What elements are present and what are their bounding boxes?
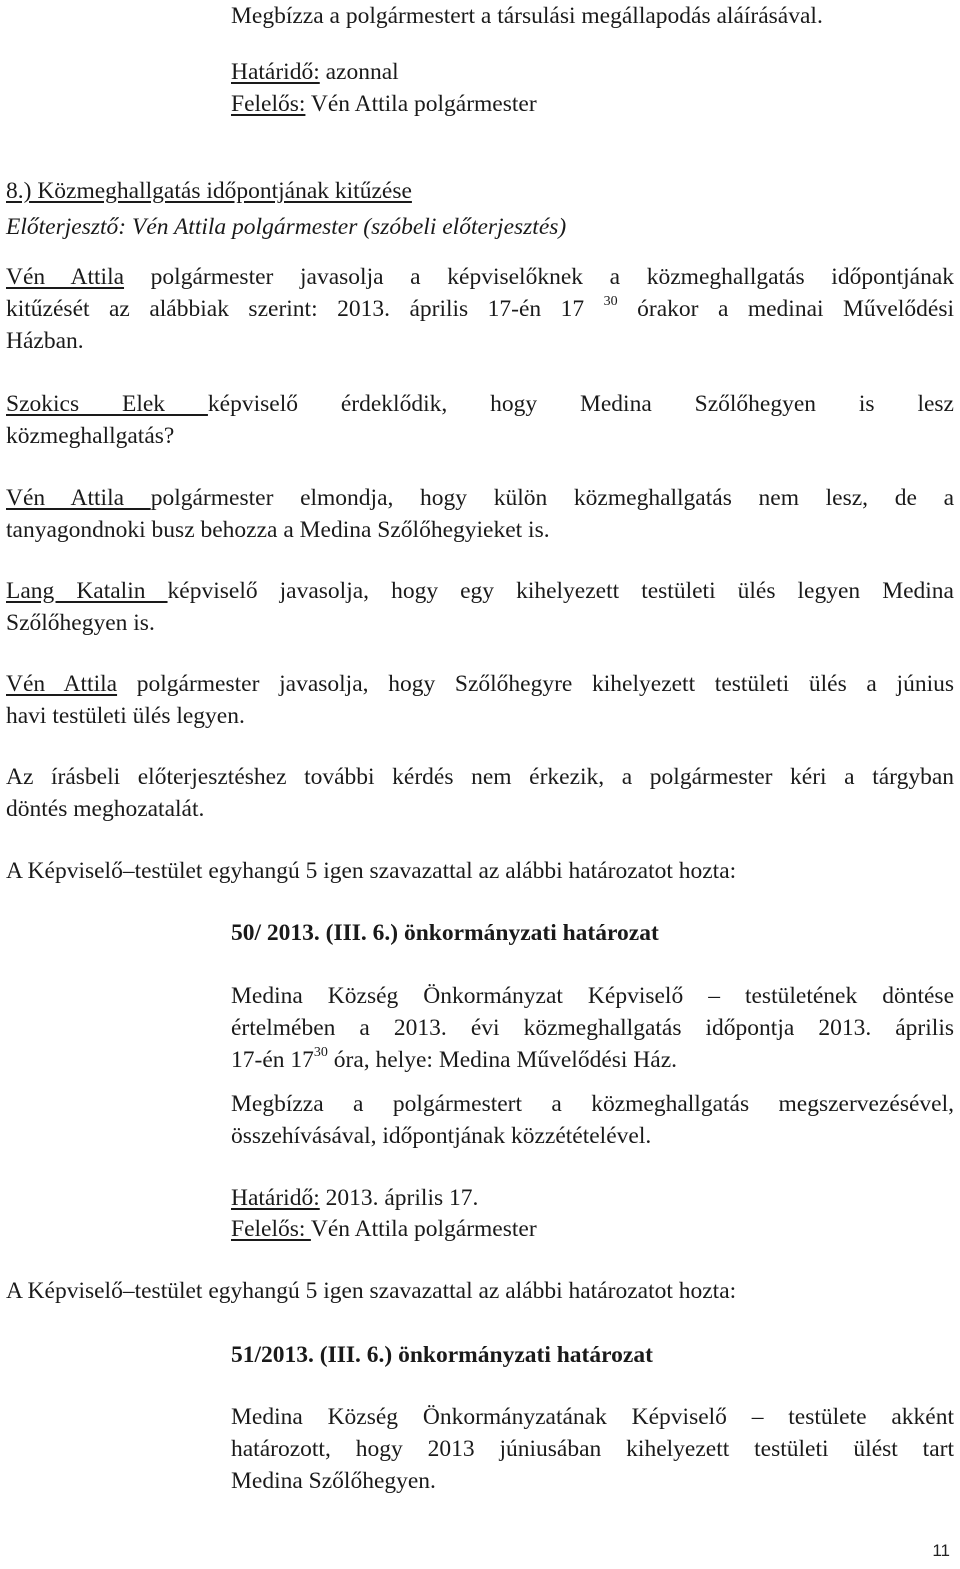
- text-line: havi testületi ülés legyen.: [6, 703, 245, 729]
- vote-line: A Képviselő–testület egyhangú 5 igen szavazattal az alábbi határozatot hozta:: [6, 1278, 737, 1304]
- text-line: határozott, hogy 2013 júniusában kihelyezett testületi ülést tart: [231, 1436, 954, 1462]
- responsible-line: Felelős: Vén Attila polgármester: [231, 91, 537, 117]
- text-line: Lang Katalin képviselő javasolja, hogy egy kihelyezett testületi ülés legyen Medina: [6, 578, 954, 604]
- text-line: Vén Attila polgármester javasolja a képviselőknek a közmeghallgatás időpontjának: [6, 264, 954, 290]
- text-line: Szőlőhegyen is.: [6, 610, 155, 636]
- page-number: 11: [932, 1541, 950, 1560]
- text-line: Medina Község Önkormányzat Képviselő – testületének döntése: [231, 983, 954, 1009]
- responsible-line: Felelős: Vén Attila polgármester: [231, 1216, 537, 1242]
- vote-line: A Képviselő–testület egyhangú 5 igen szavazattal az alábbi határozatot hozta:: [6, 858, 737, 884]
- text-line: Vén Attila polgármester elmondja, hogy külön közmeghallgatás nem lesz, de a: [6, 485, 955, 511]
- text-line: Medina Község Önkormányzatának Képviselő – testülete akként: [231, 1404, 954, 1430]
- section-heading: 8.) Közmeghallgatás időpontjának kitűzése: [6, 178, 412, 204]
- text-line: értelmében a 2013. évi közmeghallgatás időpontja 2013. április: [231, 1015, 954, 1041]
- text-line: 17-én $17^{30}$ óra, helye: Medina Művelődési Ház.: [231, 1045, 678, 1073]
- text-line: összehívásával, időpontjának közzétételével.: [231, 1123, 652, 1149]
- text-line: kitűzését az alábbiak szerint: 2013. április 17-én 17 $^{30}$ órakor a medinai Művelődési: [6, 294, 954, 322]
- text-line: Szokics Elek képviselő érdeklődik, hogy Medina Szőlőhegyen is lesz: [6, 391, 954, 417]
- resolution-title: 50/ 2013. (III. 6.) önkormányzati határozat: [231, 920, 659, 946]
- text-line: Megbízza a polgármestert a közmeghallgatás megszervezésével,: [231, 1091, 954, 1117]
- deadline-line: Határidő: azonnal: [231, 59, 399, 85]
- text-line: Házban.: [6, 328, 84, 354]
- text-line: Az írásbeli előterjesztéshez további kérdés nem érkezik, a polgármester kéri a tárgyban: [6, 764, 954, 790]
- presenter-line: Előterjesztő: Vén Attila polgármester (szóbeli előterjesztés): [6, 214, 567, 240]
- text-line: Megbízza a polgármestert a társulási megállapodás aláírásával.: [231, 3, 823, 29]
- deadline-line: Határidő: 2013. április 17.: [231, 1185, 479, 1211]
- text-line: tanyagondnoki busz behozza a Medina Szőlőhegyieket is.: [6, 517, 550, 543]
- text-line: Medina Szőlőhegyen.: [231, 1468, 436, 1494]
- text-line: közmeghallgatás?: [6, 423, 175, 449]
- text-line: Vén Attila polgármester javasolja, hogy Szőlőhegyre kihelyezett testületi ülés a június: [6, 671, 954, 697]
- resolution-title: 51/2013. (III. 6.) önkormányzati határozat: [231, 1342, 653, 1368]
- text-line: döntés meghozatalát.: [6, 796, 205, 822]
